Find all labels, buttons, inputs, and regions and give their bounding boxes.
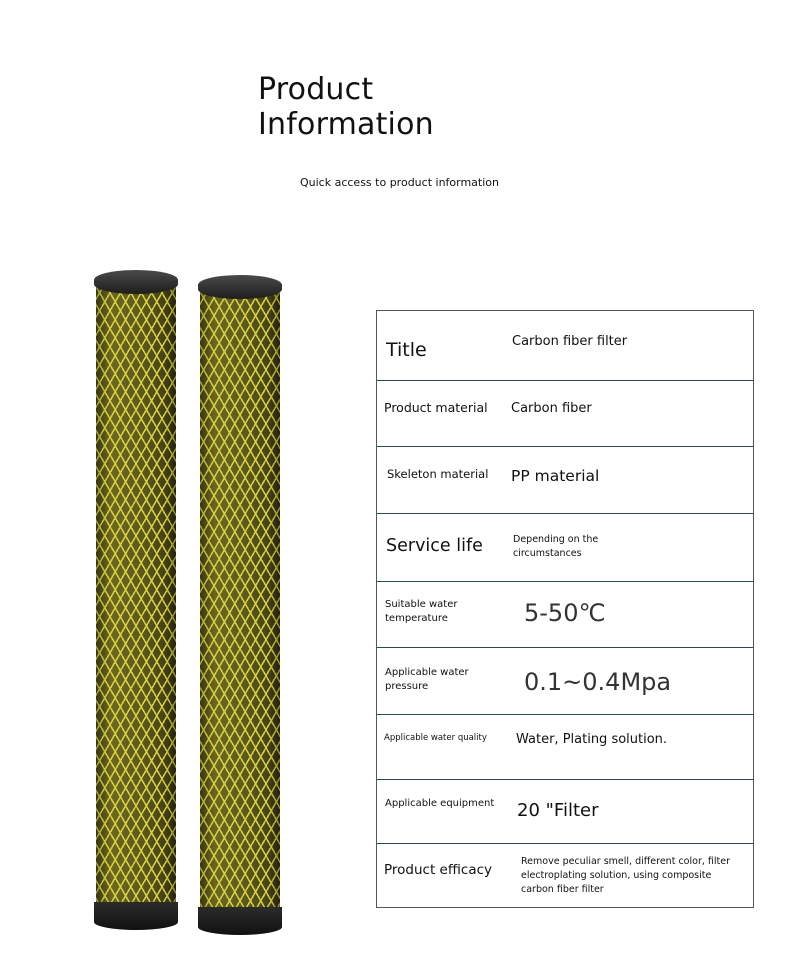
table-row — [377, 311, 753, 381]
row-label: Suitable water temperature — [385, 599, 458, 624]
page-subtitle: Quick access to product information — [300, 176, 499, 189]
row-value: 0.1~0.4Mpa — [524, 668, 672, 696]
filter-cartridge-left — [94, 270, 178, 930]
row-label: Product material — [384, 400, 488, 415]
table-row — [377, 844, 753, 908]
row-value: Carbon fiber — [511, 401, 592, 416]
page-title-line2: Information — [258, 107, 434, 142]
filter-mesh — [200, 291, 280, 913]
row-label: Applicable equipment — [385, 798, 495, 809]
spec-table — [376, 310, 754, 908]
table-row — [377, 582, 753, 648]
row-value: PP material — [511, 467, 600, 485]
table-row — [377, 447, 753, 514]
filter-cartridge-right — [198, 275, 282, 935]
product-image — [90, 270, 300, 940]
row-value: Depending on the circumstances — [513, 534, 599, 559]
page-title — [258, 72, 434, 142]
table-row — [377, 715, 753, 780]
filter-bottom-cap — [198, 907, 282, 935]
row-label: Applicable water pressure — [385, 667, 469, 692]
row-value: Carbon fiber filter — [512, 334, 628, 349]
page-title-line1: Product — [258, 72, 374, 107]
filter-mesh — [96, 286, 176, 908]
row-label: Skeleton material — [387, 467, 489, 481]
filter-top-cap — [198, 275, 282, 299]
row-label: Applicable water quality — [384, 733, 487, 743]
table-row — [377, 514, 753, 582]
row-value: Remove peculiar smell, different color, filter electroplating solution, using composite carbon fiber filter — [521, 856, 730, 895]
row-value: 5-50℃ — [524, 599, 606, 627]
row-label: Title — [386, 339, 427, 361]
filter-bottom-cap — [94, 902, 178, 930]
table-row — [377, 648, 753, 715]
row-label: Product efficacy — [384, 862, 493, 878]
filter-top-cap — [94, 270, 178, 294]
table-row — [377, 381, 753, 447]
row-value: 20 "Filter — [517, 800, 599, 821]
row-value: Water, Plating solution. — [516, 732, 668, 747]
table-row — [377, 780, 753, 844]
row-label: Service life — [386, 536, 483, 556]
